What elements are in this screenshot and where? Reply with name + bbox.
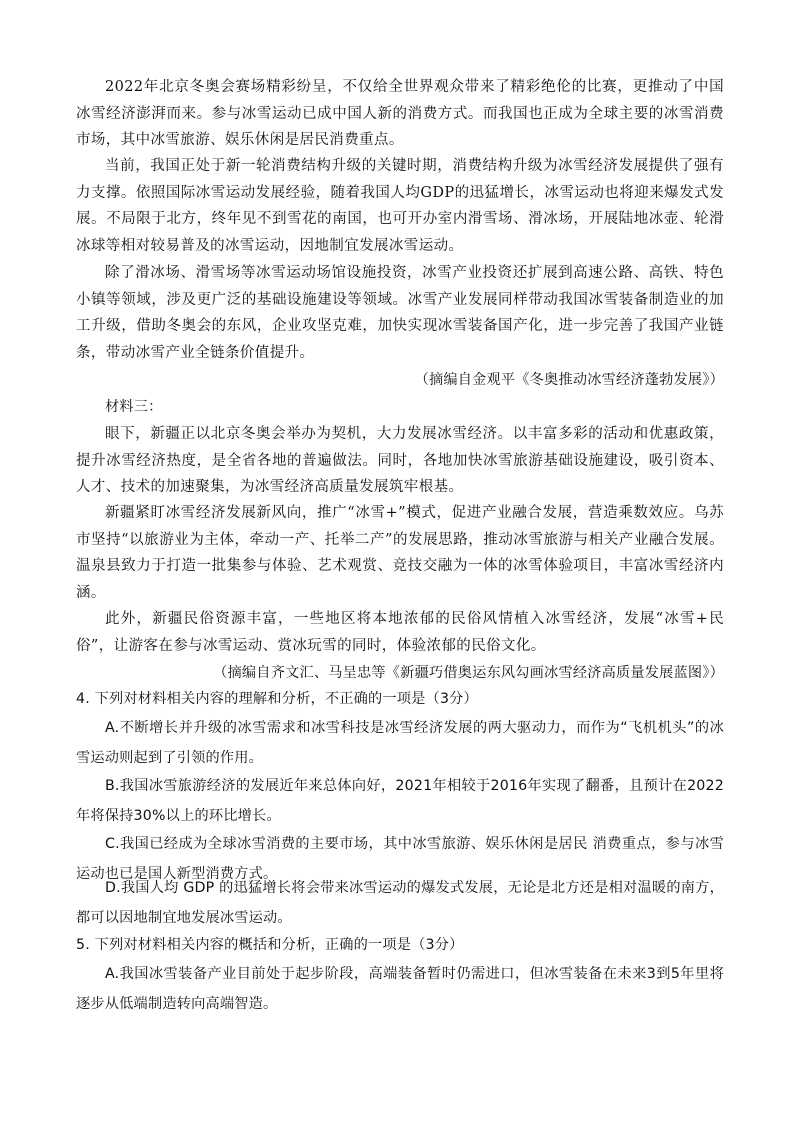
material3-paragraph-2: 新疆紧盯冰雪经济发展新风向，推广“冰雪+”模式，促进产业融合发展，营造乘数效应。乌苏市坚持“以旅游业为主体，牵动一产、托举二产”的发展思路，推动冰雪旅游与相关产业融合发展。温泉县致力于打造一批集参与体验、艺术观赏、竞技交融为一体的冰雪体验项目，丰富冰雪经济内涵。 — [76, 505, 724, 601]
question-4-option-d: D.我国人均 GDP 的迅猛增长将会带来冰雪运动的爆发式发展，无论是北方还是相对温暖的南方，都可以因地制宜地发展冰雪运动。 — [76, 880, 724, 926]
material3-heading: 材料三： — [105, 399, 163, 415]
material2-paragraph-2: 当前，我国正处于新一轮消费结构升级的关键时期，消费结构升级为冰雪经济发展提供了强有力支撑。依照国际冰雪运动发展经验，随着我国人均GDP的迅猛增长，冰雪运动也将迎来爆发式发展。不局限于北方，终年见不到雪花的南国，也可开办室内滑雪场、滑冰场，开展陆地冰壶、轮滑冰球等相对较易普及的冰雪运动，因地制宜发展冰雪运动。 — [76, 158, 724, 254]
material3-paragraph-3: 此外，新疆民俗资源丰富，一些地区将本地浓郁的民俗风情植入冰雪经济，发展“冰雪+民俗”，让游客在参与冰雪运动、赏冰玩雪的同时，体验浓郁的民俗文化。 — [76, 611, 724, 654]
material2-source: （摘编自金观平《冬奥推动冰雪经济蓬勃发展》） — [414, 372, 724, 388]
question-4-stem: 4. 下列对材料相关内容的理解和分析，不正确的一项是（3分） — [76, 691, 478, 707]
question-4-option-b: B.我国冰雪旅游经济的发展近年来总体向好，2021年相较于2016年实现了翻番，且预计在2022年将保持30%以上的环比增长。 — [76, 778, 724, 824]
question-4-option-a: A.不断增长并升级的冰雪需求和冰雪科技是冰雪经济发展的两大驱动力，而作为“飞机机头”的冰雪运动则起到了引领的作用。 — [76, 720, 724, 766]
question-5-option-a: A.我国冰雪装备产业目前处于起步阶段，高端装备暂时仍需进口，但冰雪装备在未来3到5年里将逐步从低端制造转向高端智造。 — [76, 966, 724, 1012]
question-4-option-c: C.我国已经成为全球冰雪消费的主要市场，其中冰雪旅游、娱乐休闲是居民 消费重点，参与冰雪运动也已是国人新型消费方式。 — [76, 836, 724, 882]
question-5-stem: 5. 下列对材料相关内容的概括和分析，正确的一项是（3分） — [76, 937, 464, 953]
material2-paragraph-1: 2022年北京冬奥会赛场精彩纷呈，不仅给全世界观众带来了精彩绝伦的比赛，更推动了中国冰雪经济澎湃而来。参与冰雪运动已成中国人新的消费方式。而我国也正成为全球主要的冰雪消费市场，其中冰雪旅游、娱乐休闲是居民消费重点。 — [76, 79, 724, 149]
material3-paragraph-1: 眼下，新疆正以北京冬奥会举办为契机，大力发展冰雪经济。以丰富多彩的活动和优惠政策，提升冰雪经济热度，是全省各地的普遍做法。同时，各地加快冰雪旅游基础设施建设，吸引资本、人才、技术的加速聚集，为冰雪经济高质量发展筑牢根基。 — [76, 426, 724, 496]
material3-source: （摘编自齐文汇、马呈忠等《新疆巧借奥运东风勾画冰雪经济高质量发展蓝图》） — [213, 665, 724, 681]
material2-paragraph-3: 除了滑冰场、滑雪场等冰雪运动场馆设施投资，冰雪产业投资还扩展到高速公路、高铁、特色小镇等领域，涉及更广泛的基础设施建设等领域。冰雪产业发展同样带动我国冰雪装备制造业的加工升级，借助冬奥会的东风，企业攻坚克难，加快实现冰雪装备国产化，进一步完善了我国产业链条，带动冰雪产业全链条价值提升。 — [76, 265, 724, 361]
